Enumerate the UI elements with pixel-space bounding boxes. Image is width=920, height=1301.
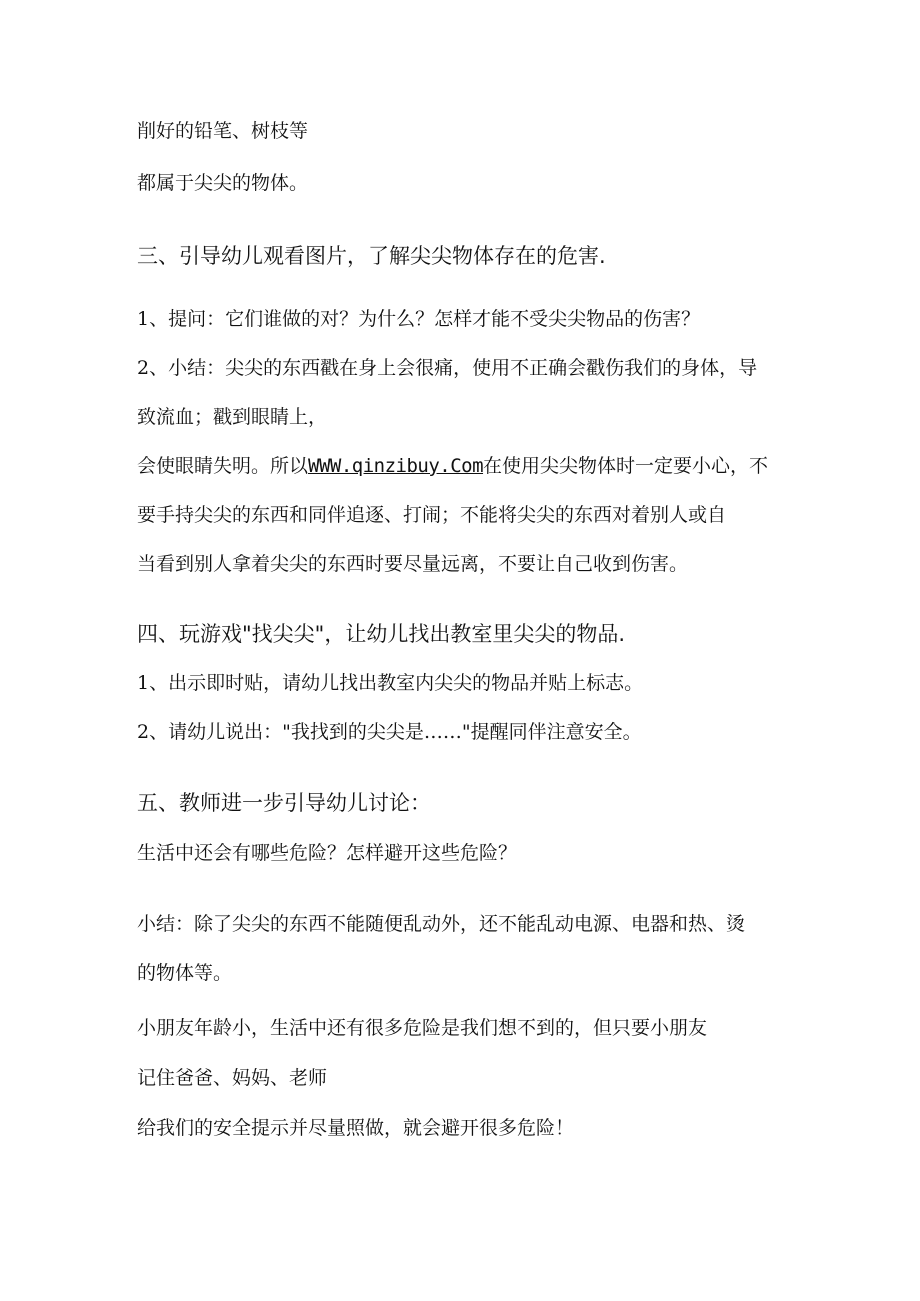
text-segment: 在使用尖尖物体时一定要小心，不 <box>483 455 769 477</box>
section-5-heading: 五、教师进一步引导幼儿讨论： <box>137 791 431 815</box>
section-5-closing-line-1: 小朋友年龄小，生活中还有很多危险是我们想不到的，但只要小朋友 <box>137 1017 708 1039</box>
section-5-summary-line-2: 的物体等。 <box>137 962 233 984</box>
website-link[interactable]: WWW.qinzibuy.Com <box>308 455 484 477</box>
section-5-summary-line-1: 小结：除了尖尖的东西不能随便乱动外，还不能乱动电源、电器和热、烫 <box>137 913 746 935</box>
section-5-question: 生活中还会有哪些危险？怎样避开这些危险？ <box>137 842 518 864</box>
section-5-closing-line-2: 记住爸爸、妈妈、老师 <box>137 1067 328 1089</box>
text-segment: 会使眼睛失明。所以 <box>137 455 309 477</box>
section-4-heading: 四、玩游戏"找尖尖"，让幼儿找出教室里尖尖的物品. <box>137 622 625 646</box>
section-3-item-2-line-5: 当看到别人拿着尖尖的东西时要尽量远离，不要让自己收到伤害。 <box>137 553 689 575</box>
intro-line-1: 削好的铅笔、树枝等 <box>137 120 309 142</box>
section-3-item-2-line-4: 要手持尖尖的东西和同伴追逐、打闹；不能将尖尖的东西对着别人或自 <box>137 504 727 526</box>
section-4-item-2: 2、请幼儿说出："我找到的尖尖是……"提醒同伴注意安全。 <box>137 721 642 743</box>
section-3-item-2-line-2: 致流血；戳到眼睛上， <box>137 406 328 428</box>
section-3-item-2-line-1: 2、小结：尖尖的东西戳在身上会很痛，使用不正确会戳伤我们的身体，导 <box>137 357 758 379</box>
section-3-heading: 三、引导幼儿观看图片，了解尖尖物体存在的危害. <box>137 244 606 268</box>
section-3-item-2-line-3 <box>137 453 768 479</box>
section-3-item-1: 1、提问：它们谁做的对？为什么？怎样才能不受尖尖物品的伤害？ <box>137 308 701 330</box>
section-4-item-1: 1、出示即时贴，请幼儿找出教室内尖尖的物品并贴上标志。 <box>137 672 644 694</box>
section-5-closing-line-3: 给我们的安全提示并尽量照做，就会避开很多危险！ <box>137 1117 575 1139</box>
intro-line-2: 都属于尖尖的物体。 <box>137 172 309 194</box>
